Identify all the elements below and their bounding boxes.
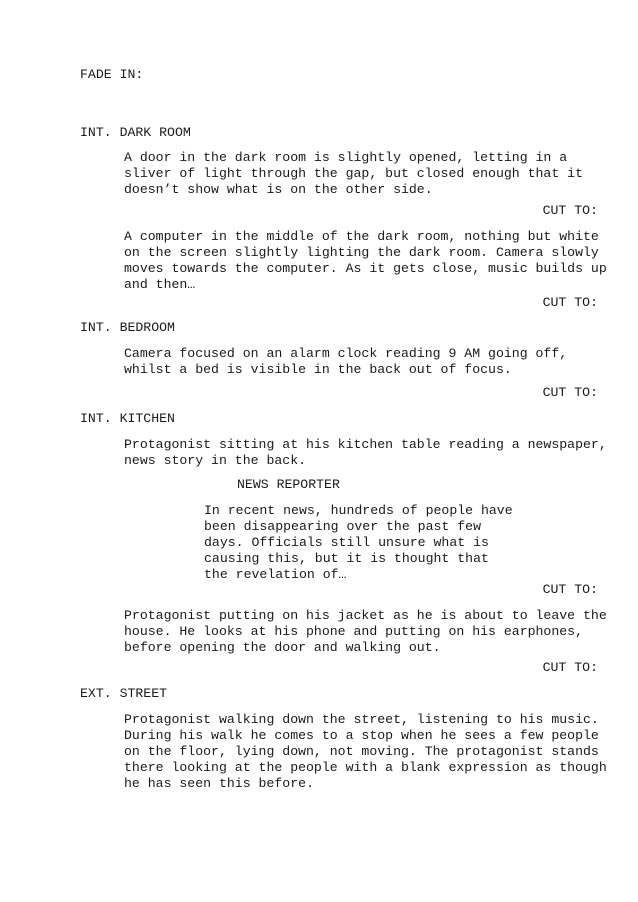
action-computer: A computer in the middle of the dark room, nothing but white on the screen slightly lighting the dark room. Camera slowly moves towards the computer. As it gets close, music builds up and then…	[124, 229, 607, 292]
scene-heading-dark-room: INT. DARK ROOM	[80, 125, 191, 140]
action-alarm-clock: Camera focused on an alarm clock reading 9 AM going off, whilst a bed is visible in the back out of focus.	[124, 346, 568, 377]
transition-cut-to: CUT TO:	[542, 582, 598, 597]
transition-cut-to: CUT TO:	[542, 385, 598, 400]
scene-heading-bedroom: INT. BEDROOM	[80, 320, 175, 335]
action-jacket: Protagonist putting on his jacket as he is about to leave the house. He looks at his phone and putting on his earphones, before opening the door and walking out.	[124, 608, 607, 655]
scene-heading-street: EXT. STREET	[80, 686, 168, 701]
transition-cut-to: CUT TO:	[542, 295, 598, 310]
action-newspaper: Protagonist sitting at his kitchen table reading a newspaper, news story in the back.	[124, 437, 607, 468]
scene-heading-kitchen: INT. KITCHEN	[80, 411, 175, 426]
fade-in: FADE IN:	[80, 67, 144, 82]
action-door: A door in the dark room is slightly opened, letting in a sliver of light through the gap, but closed enough that it doesn’t show what is on the other side.	[124, 150, 583, 197]
transition-cut-to: CUT TO:	[542, 660, 598, 675]
transition-cut-to: CUT TO:	[542, 203, 598, 218]
dialogue: In recent news, hundreds of people have been disappearing over the past few days. Officials still unsure what is causing this, but it is thought that the revelation of…	[204, 503, 513, 582]
character-name: NEWS REPORTER	[237, 477, 340, 492]
action-street: Protagonist walking down the street, listening to his music. During his walk he comes to a stop when he sees a few people on the floor, lying down, not moving. The protagonist stands there looking at the people with a blank expression as though he has seen this before.	[124, 712, 607, 791]
